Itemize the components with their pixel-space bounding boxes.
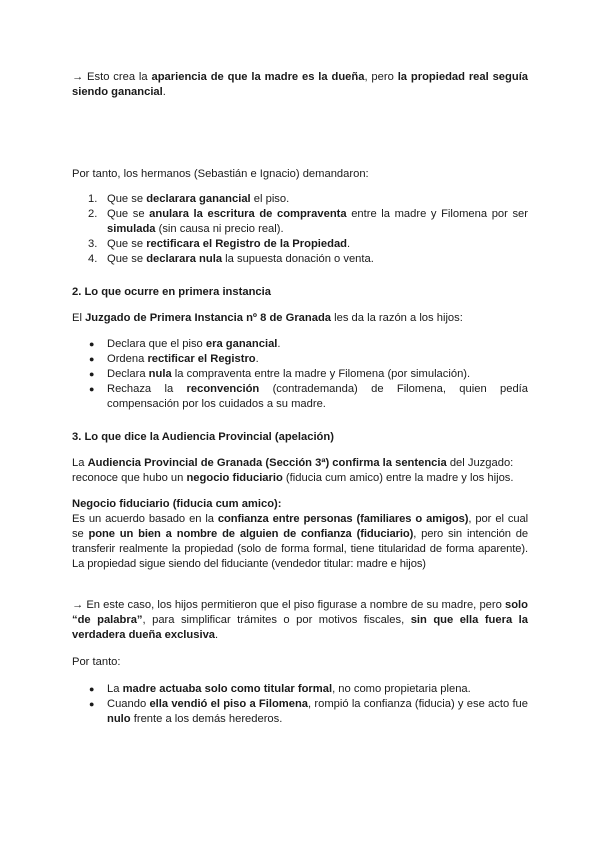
- subheading-fiduciary: Negocio fiduciario (fiducia cum amico):: [72, 498, 282, 510]
- paragraph-therefore: Por tanto:: [72, 656, 121, 668]
- list-item: [72, 352, 528, 367]
- conclusions-list: [72, 682, 528, 727]
- text-run: , pero: [364, 71, 398, 83]
- text-run: Es un acuerdo basado en la: [72, 513, 218, 525]
- text-run: Que se: [107, 193, 147, 205]
- text-run: Declara: [107, 368, 149, 380]
- text-run: Declara que el piso: [107, 338, 206, 350]
- list-item: [72, 382, 528, 412]
- bullet-icon: ●: [89, 354, 95, 364]
- paragraph-appearance: [72, 70, 528, 100]
- bold-run: simulada: [107, 223, 156, 235]
- bold-run: rectificar el Registro: [147, 353, 256, 365]
- text-run: del Juzgado: reconoce que hubo un: [72, 457, 514, 484]
- bold-run: sin que ella fuera la verdadera dueña exclusiva: [72, 614, 528, 641]
- text-run: , para simplificar trámites o por motivos fiscales,: [142, 614, 411, 626]
- list-number: 4.: [88, 253, 98, 265]
- text-run: , pero sin intención de transferir realmente la propiedad (solo de forma formal, tiene titularidad de forma aparente). La propiedad sigue siendo del fiduciante (vendedor titular: madre e hijos): [72, 528, 528, 570]
- paragraph-this-case: [72, 598, 528, 643]
- list-item: [72, 192, 528, 207]
- text-run: Que se: [107, 253, 147, 265]
- demands-list: [72, 192, 528, 267]
- section-heading-first-instance: 2. Lo que ocurre en primera instancia: [72, 286, 271, 298]
- bullet-icon: ●: [89, 369, 95, 379]
- text-run: Rechaza la: [107, 383, 187, 395]
- text-run: .: [255, 353, 259, 365]
- list-item: [72, 682, 528, 697]
- text-run: .: [162, 86, 166, 98]
- text-run: (sin causa ni precio real).: [155, 223, 284, 235]
- list-item: [72, 367, 528, 382]
- text-run: .: [215, 629, 219, 641]
- text-run: entre la madre y Filomena por ser: [346, 208, 528, 220]
- bold-run: declarara nula: [146, 253, 223, 265]
- text-run: La: [72, 457, 88, 469]
- text-run: .: [347, 238, 351, 250]
- bold-run: anulara la escritura de compraventa: [149, 208, 347, 220]
- text-run: frente a los demás herederos.: [130, 713, 283, 725]
- list-item: [72, 207, 528, 237]
- text-run: la supuesta donación o venta.: [222, 253, 374, 265]
- list-number: 2.: [88, 208, 98, 220]
- bullet-icon: ●: [89, 384, 95, 394]
- arrow-icon: →: [72, 71, 84, 83]
- list-item: [72, 697, 528, 727]
- text-run: El: [72, 312, 86, 324]
- bullet-icon: ●: [89, 699, 95, 709]
- list-item: [72, 237, 528, 252]
- bold-run: negocio fiduciario: [186, 472, 283, 484]
- section-heading-appeal: 3. Lo que dice la Audiencia Provincial (apelación): [72, 431, 334, 443]
- text-run: En este caso, los hijos permitieron que el piso figurase a nombre de su madre, pero: [83, 599, 505, 611]
- bold-run: Juzgado de Primera Instancia nº 8 de Granada: [85, 312, 332, 324]
- paragraph-court-ruling: [72, 311, 528, 326]
- list-number: 1.: [88, 193, 98, 205]
- list-number: 3.: [88, 238, 98, 250]
- text-run: Cuando: [107, 698, 150, 710]
- text-run: Que se: [107, 208, 150, 220]
- bold-run: reconvención: [186, 383, 260, 395]
- bold-run: Audiencia Provincial de Granada (Sección 3ª) confirma la sentencia: [87, 457, 447, 469]
- list-item: [72, 337, 528, 352]
- text-run: , por el cual se: [72, 513, 528, 540]
- text-run: , no como propietaria plena.: [332, 683, 471, 695]
- paragraph-audiencia: [72, 456, 528, 486]
- rulings-list: [72, 337, 528, 412]
- text-run: Que se: [107, 238, 147, 250]
- bold-run: pone un bien a nombre de alguien de confianza (fiduciario): [88, 528, 414, 540]
- text-run: el piso.: [250, 193, 290, 205]
- text-run: , rompió la confianza (fiducia) y ese acto fue: [308, 698, 528, 710]
- text-run: les da la razón a los hijos:: [331, 312, 463, 324]
- arrow-icon: →: [72, 599, 84, 611]
- text-run: (fiducia cum amico) entre la madre y los hijos.: [282, 472, 514, 484]
- bold-run: nula: [148, 368, 172, 380]
- bullet-icon: ●: [89, 684, 95, 694]
- bold-run: nulo: [107, 713, 131, 725]
- text-run: Ordena: [107, 353, 148, 365]
- bold-run: confianza entre personas (familiares o amigos): [217, 513, 469, 525]
- text-run: Esto crea la: [83, 71, 152, 83]
- bold-run: apariencia de que la madre es la dueña: [151, 71, 365, 83]
- paragraph-demand-intro: Por tanto, los hermanos (Sebastián e Ignacio) demandaron:: [72, 168, 369, 180]
- bullet-icon: ●: [89, 339, 95, 349]
- text-run: (contrademanda) de Filomena, quien pedía compensación por los cuidados a su madre.: [107, 383, 528, 410]
- bold-run: solo “de palabra”: [72, 599, 528, 626]
- bold-run: declarara ganancial: [146, 193, 251, 205]
- paragraph-fiduciary-definition: [72, 512, 528, 572]
- text-run: .: [277, 338, 281, 350]
- bold-run: madre actuaba solo como titular formal: [122, 683, 333, 695]
- text-run: la compraventa entre la madre y Filomena (por simulación).: [171, 368, 471, 380]
- bold-run: la propiedad real seguía siendo ganancial: [72, 71, 529, 98]
- list-item: [72, 252, 528, 267]
- text-run: La: [107, 683, 123, 695]
- bold-run: rectificara el Registro de la Propiedad: [146, 238, 348, 250]
- bold-run: ella vendió el piso a Filomena: [149, 698, 309, 710]
- bold-run: era ganancial: [205, 338, 278, 350]
